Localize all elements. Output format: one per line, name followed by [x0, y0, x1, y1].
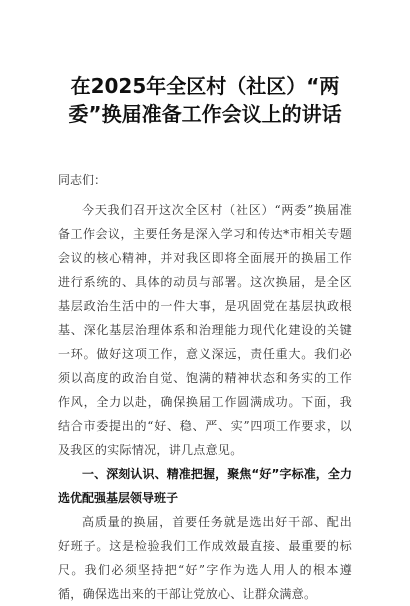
salutation: 同志们： [58, 173, 107, 187]
section-heading: 一、深刻认识、精准把握，聚焦“好”字标准，全力选优配强基层领导班子 [58, 467, 352, 505]
section-paragraph: 高质量的换届，首要任务就是选出好干部、配出好班子。这是检验我们工作成效最直接、最重要的标尺。我们必须坚持把“好”字作为选人用人的根本遵循，确保选出来的干部让党放心、让群众满意。 [58, 515, 352, 601]
opening-paragraph: 今天我们召开这次全区村（社区）“两委”换届准备工作会议，主要任务是深入学习和传达*市相关专题会议的核心精神，并对我区即将全面展开的换届工作进行系统的、具体的动员与部署。这次换届，是全区基层政治生活中的一件大事，是巩固党在基层执政根基、深化基层治理体系和治理能力现代化建设的关键一环。做好这项工作，意义深远，责任重大。我们必须以高度的政治自觉、饱满的精神状态和务实的工作作风，全力以赴，确保换届工作圆满成功。下面，我结合市委提出的“好、稳、严、实”四项工作要求，以及我区的实际情况，讲几点意见。 [58, 203, 352, 457]
document-title: 在2025年全区村（社区）“两委”换届准备工作会议上的讲话 [68, 74, 342, 126]
